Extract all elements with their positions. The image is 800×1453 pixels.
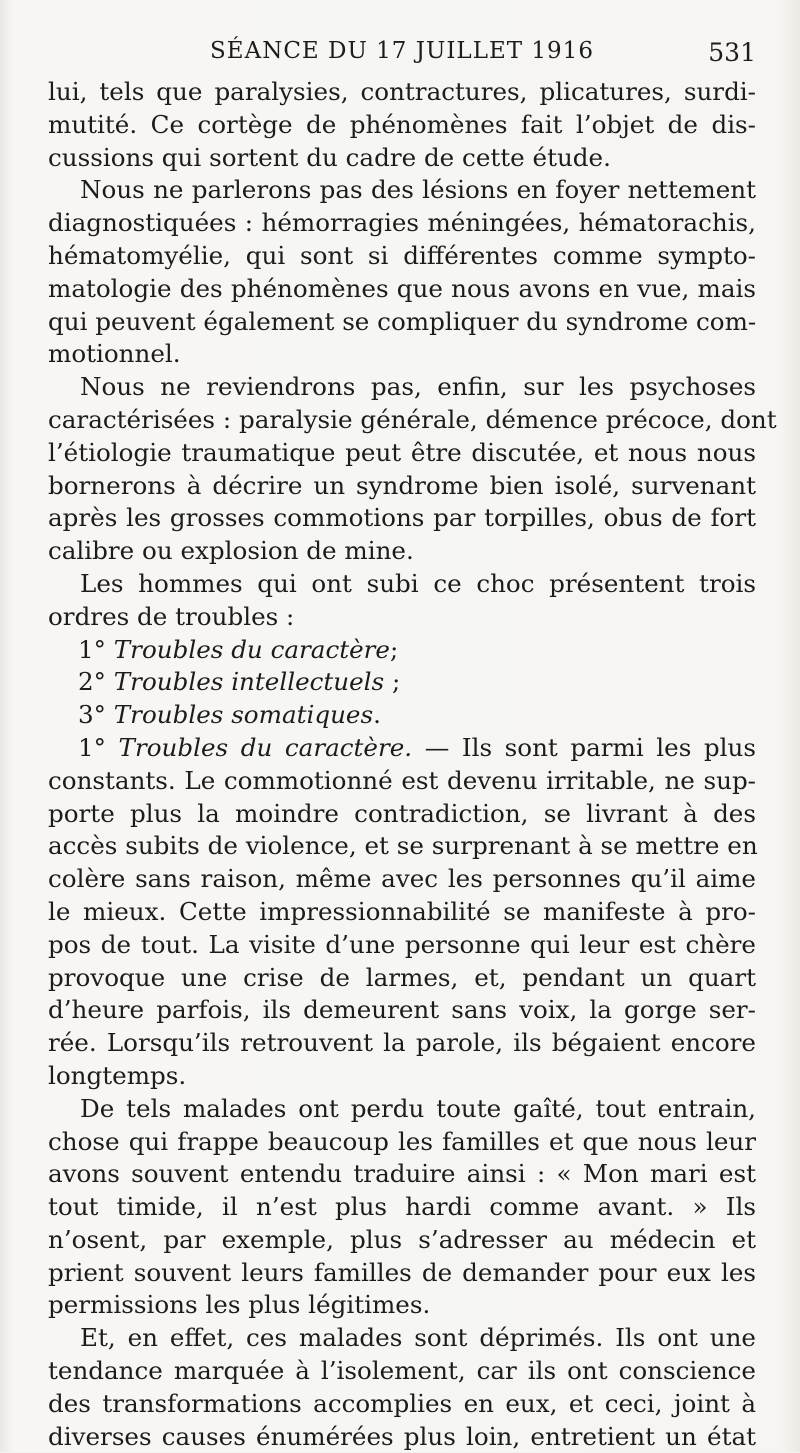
text-line: le mieux. Cette impressionnabilité se manifeste à pro- [48, 896, 756, 926]
list-number: 1° [78, 634, 106, 664]
text-line: avons souvent entendu traduire ainsi : « Mon mari est [48, 1159, 756, 1189]
body-text [48, 76, 777, 1453]
list-heading: Troubles intellectuels [113, 667, 385, 697]
running-head [48, 34, 756, 74]
list-number: 3° [78, 700, 106, 730]
list-item [48, 699, 756, 732]
text-line: porte plus la moindre contradiction, se livrant à des [48, 798, 756, 828]
text-line: rée. Lorsqu’ils retrouvent la parole, ils bégaient encore [48, 1028, 756, 1058]
text-line: tendance marquée à l’isolement, car ils ont conscience [48, 1356, 756, 1386]
list-punctuation: ; [392, 667, 401, 697]
text-line: caractérisées : paralysie générale, démence précoce, dont [48, 404, 777, 434]
text-line: des transformations accomplies en eux, et ceci, joint à [48, 1388, 756, 1418]
text-line: prient souvent leurs familles de demander pour eux les [48, 1257, 756, 1287]
page-header-title: SÉANCE DU 17 JUILLET 1916 [210, 38, 594, 64]
section-number: 1° [78, 732, 106, 762]
text-line: n’osent, par exemple, plus s’adresser au médecin et [48, 1224, 756, 1254]
text-line: colère sans raison, même avec les personnes qu’il aime [48, 864, 756, 894]
list-heading: Troubles du caractère [113, 634, 390, 664]
text-line: provoque une crise de larmes, et, pendant un quart [48, 962, 756, 992]
text-line: calibre ou explosion de mine. [48, 536, 414, 566]
text-line: pos de tout. La visite d’une personne qui leur est chère [48, 929, 756, 959]
list-number: 2° [78, 667, 106, 697]
list-punctuation: . [373, 700, 381, 730]
text-line: bornerons à décrire un syndrome bien isolé, survenant [48, 470, 756, 500]
text-line: après les grosses commotions par torpilles, obus de fort [48, 503, 756, 533]
text-line: d’heure parfois, ils demeurent sans voix, la gorge ser- [48, 995, 756, 1025]
text-line: chose qui frappe beaucoup les familles et que nous leur [48, 1126, 756, 1156]
text-line: Les hommes qui ont subi ce choc présentent trois [80, 568, 756, 598]
list-item [48, 634, 756, 667]
list-item [48, 666, 756, 699]
text-line: mutité. Ce cortège de phénomènes fait l’objet de dis- [48, 109, 756, 139]
text-line: Nous ne reviendrons pas, enfin, sur les psychoses [80, 372, 756, 402]
text-line: De tels malades ont perdu toute gaîté, tout entrain, [80, 1093, 756, 1123]
text-line: tout timide, il n’est plus hardi comme avant. » Ils [48, 1192, 756, 1222]
text-line: ordres de troubles : [48, 601, 295, 631]
text-line: matologie des phénomènes que nous avons en vue, mais [48, 273, 756, 303]
section-heading-line [48, 732, 756, 765]
list-heading: Troubles somatiques [113, 700, 374, 730]
section-text: — Ils sont parmi les plus [424, 732, 757, 762]
text-line: motionnel. [48, 339, 181, 369]
text-line: accès subits de violence, et se surprenant à se mettre en [48, 831, 758, 861]
text-line: permissions les plus légitimes. [48, 1290, 431, 1320]
text-line: constants. Le commotionné est devenu irritable, ne sup- [48, 765, 756, 795]
text-line: Et, en effet, ces malades sont déprimés. Ils ont une [80, 1323, 756, 1353]
text-line: Nous ne parlerons pas des lésions en foyer nettement [80, 175, 756, 205]
text-line: l’étiologie traumatique peut être discutée, et nous nous [48, 437, 756, 467]
section-title: Troubles du caractère. [118, 732, 413, 762]
text-line: qui peuvent également se compliquer du syndrome com- [48, 306, 757, 336]
text-line: diverses causes énumérées plus loin, entretient un état [48, 1421, 756, 1451]
list-punctuation: ; [389, 634, 399, 664]
text-line: lui, tels que paralysies, contractures, plicatures, surdi- [48, 77, 756, 106]
text-line: cussions qui sortent du cadre de cette étude. [48, 142, 611, 172]
text-line: longtemps. [48, 1060, 187, 1090]
text-line: hématomyélie, qui sont si différentes comme sympto- [48, 240, 756, 270]
page-number: 531 [708, 38, 756, 67]
text-line: diagnostiquées : hémorragies méningées, hématorachis, [48, 208, 756, 238]
